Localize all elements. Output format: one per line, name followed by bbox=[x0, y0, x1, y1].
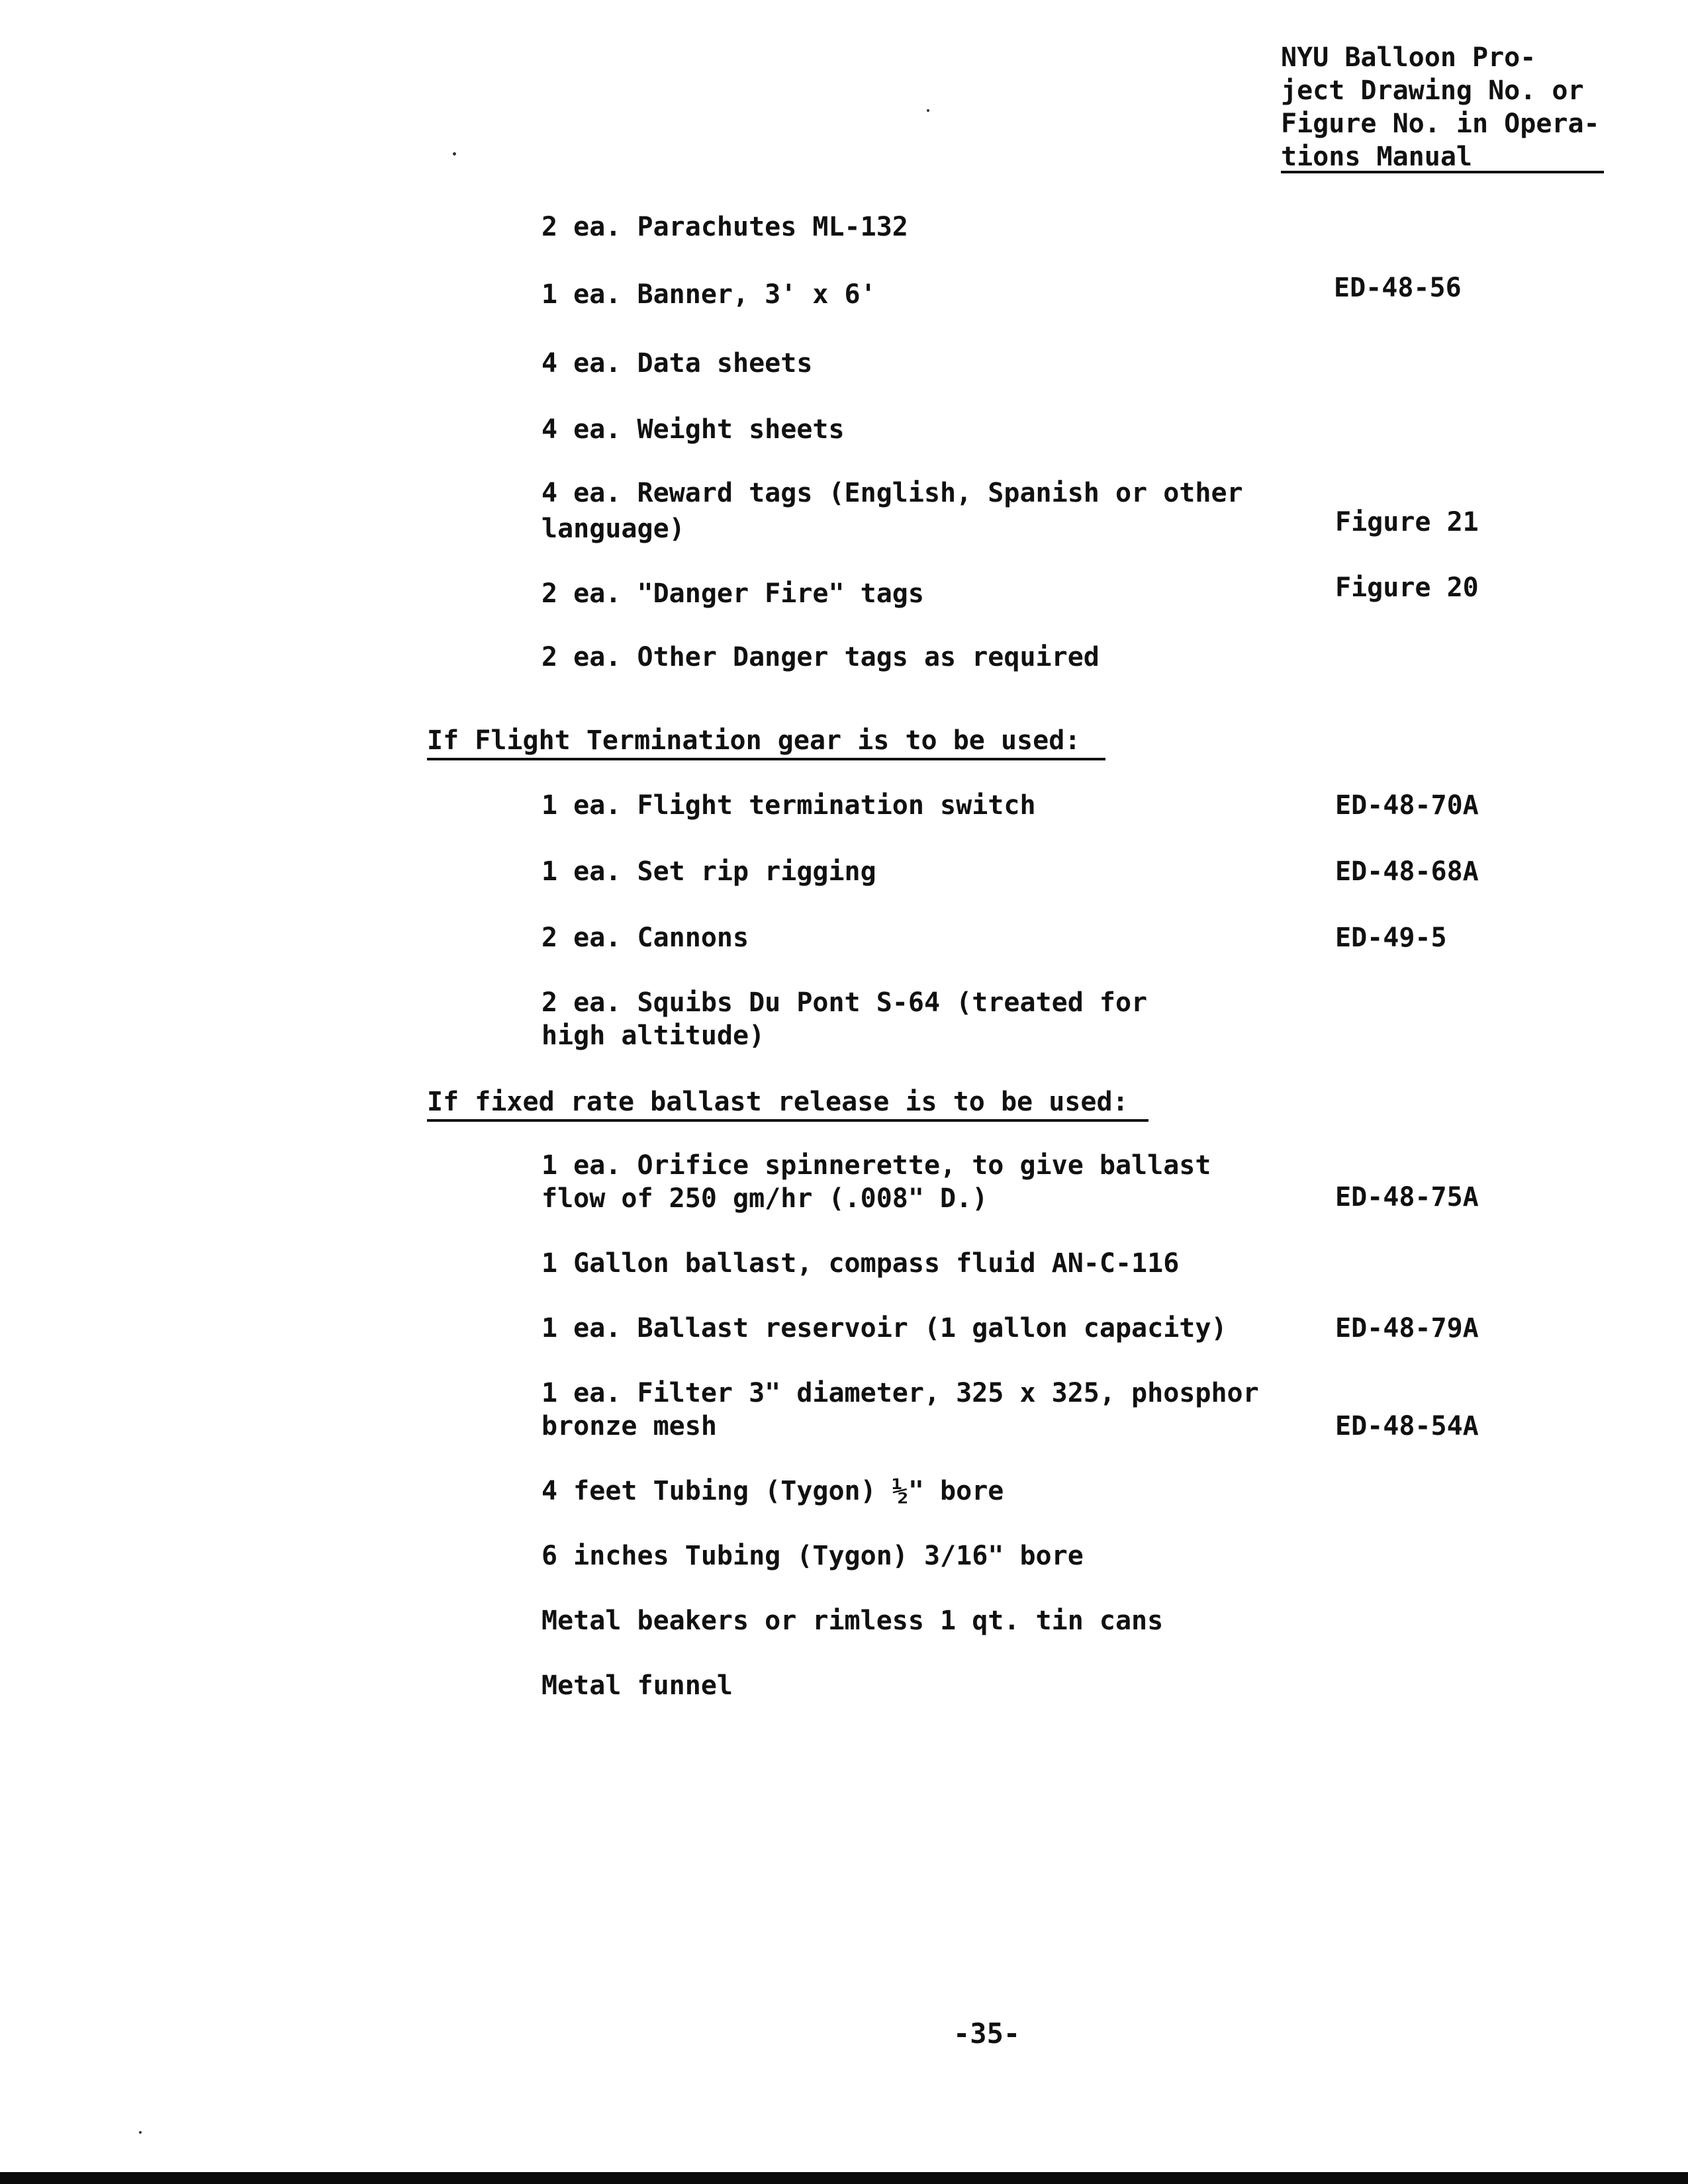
list-item: 1 ea. Orifice spinnerette, to give ballast bbox=[541, 1150, 1211, 1181]
section-heading-flight-termination: If Flight Termination gear is to be used: bbox=[427, 725, 1081, 756]
drawing-reference: ED-48-75A bbox=[1335, 1182, 1479, 1212]
scan-border bbox=[0, 2172, 1688, 2184]
list-item: 1 ea. Flight termination switch bbox=[541, 790, 1036, 821]
drawing-reference: ED-48-79A bbox=[1335, 1313, 1479, 1343]
header-line: ject Drawing No. or bbox=[1281, 75, 1584, 106]
list-item: 4 feet Tubing (Tygon) ½" bore bbox=[541, 1476, 1004, 1506]
figure-reference: Figure 20 bbox=[1335, 572, 1479, 603]
list-item: 6 inches Tubing (Tygon) 3/16" bore bbox=[541, 1541, 1084, 1571]
header-line: Figure No. in Opera- bbox=[1281, 109, 1600, 139]
header-line: NYU Balloon Pro- bbox=[1281, 42, 1536, 73]
section-heading-ballast-release: If fixed rate ballast release is to be used: bbox=[427, 1087, 1129, 1117]
list-item: 1 Gallon ballast, compass fluid AN-C-116 bbox=[541, 1248, 1180, 1279]
list-item: 1 ea. Filter 3" diameter, 325 x 325, phosphor bbox=[541, 1378, 1259, 1408]
list-item: Metal beakers or rimless 1 qt. tin cans bbox=[541, 1606, 1164, 1636]
figure-reference: Figure 21 bbox=[1335, 507, 1479, 537]
list-item: 2 ea. Parachutes ML-132 bbox=[541, 212, 908, 242]
list-item-continuation: bronze mesh bbox=[541, 1411, 717, 1441]
header-underline bbox=[1281, 171, 1604, 173]
list-item-continuation: high altitude) bbox=[541, 1021, 765, 1051]
drawing-reference: ED-48-70A bbox=[1335, 790, 1479, 821]
drawing-reference: ED-48-56 bbox=[1334, 273, 1462, 303]
section-underline bbox=[427, 758, 1105, 760]
list-item: Metal funnel bbox=[541, 1670, 733, 1701]
list-item: 2 ea. Other Danger tags as required bbox=[541, 642, 1100, 672]
scan-speck bbox=[453, 152, 456, 156]
drawing-reference: ED-48-68A bbox=[1335, 856, 1479, 887]
drawing-reference: ED-48-54A bbox=[1335, 1411, 1479, 1441]
list-item: 4 ea. Reward tags (English, Spanish or other bbox=[541, 478, 1243, 508]
header-line: tions Manual bbox=[1281, 142, 1472, 172]
scan-speck bbox=[139, 2131, 142, 2134]
drawing-reference: ED-49-5 bbox=[1335, 923, 1447, 953]
list-item: 2 ea. Cannons bbox=[541, 923, 749, 953]
reference-column-header bbox=[1281, 41, 1605, 173]
list-item: 1 ea. Banner, 3' x 6' bbox=[541, 279, 876, 310]
list-item: 1 ea. Ballast reservoir (1 gallon capacity) bbox=[541, 1313, 1227, 1343]
section-underline bbox=[427, 1119, 1149, 1122]
list-item-continuation: flow of 250 gm/hr (.008" D.) bbox=[541, 1183, 988, 1214]
list-item: 4 ea. Weight sheets bbox=[541, 414, 845, 445]
list-item-continuation: language) bbox=[541, 514, 685, 544]
list-item: 2 ea. "Danger Fire" tags bbox=[541, 578, 924, 609]
list-item: 2 ea. Squibs Du Pont S-64 (treated for bbox=[541, 987, 1148, 1018]
scan-speck bbox=[927, 109, 929, 112]
list-item: 4 ea. Data sheets bbox=[541, 348, 813, 379]
list-item: 1 ea. Set rip rigging bbox=[541, 856, 876, 887]
page-number: -35- bbox=[953, 2017, 1021, 2050]
